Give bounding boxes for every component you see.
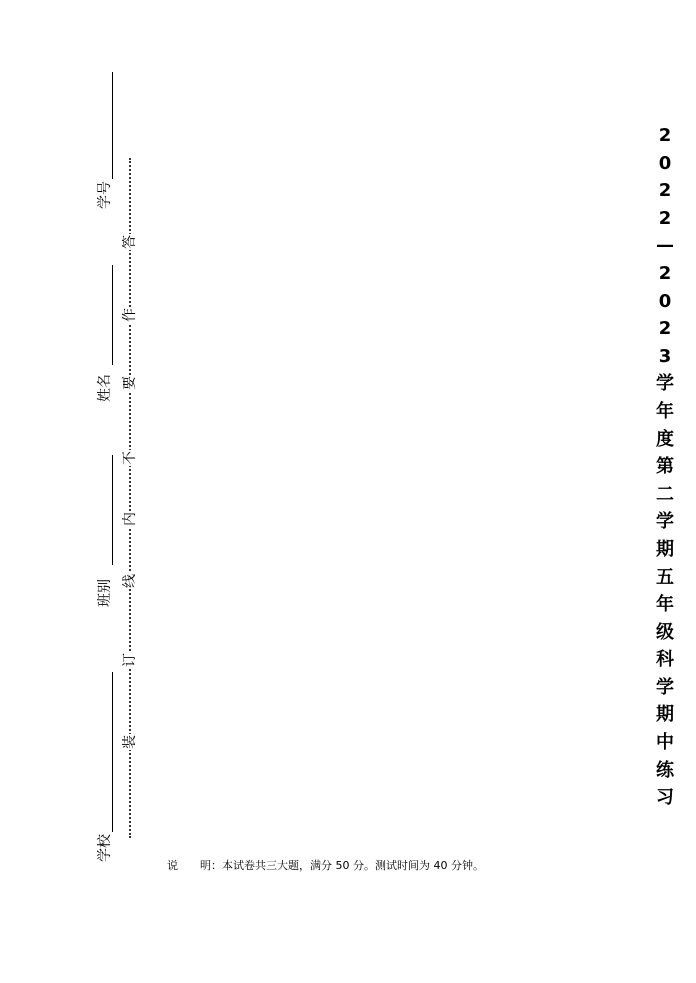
name-label: 姓名 [97, 374, 113, 402]
title-char: 习 [656, 787, 674, 809]
title-char: 0 [658, 152, 672, 174]
seal-char: 要 [122, 376, 138, 390]
seal-char: 内 [122, 512, 138, 526]
title-char: 期 [656, 538, 674, 560]
title-char: 中 [656, 732, 674, 754]
instructions-note [167, 857, 484, 873]
title-char: 年 [656, 594, 674, 616]
title-char: 科 [656, 649, 674, 671]
seal-char: 订 [122, 653, 138, 667]
seal-char: 装 [122, 735, 138, 749]
title-char: 学 [656, 676, 674, 698]
instructions-text: 明：本试卷共三大题，满分 50 分。测试时间为 40 分钟。 [200, 859, 484, 872]
title-char: 二 [656, 483, 674, 505]
school-line[interactable] [112, 672, 113, 832]
school-label: 学校 [97, 834, 113, 862]
name-line[interactable] [112, 265, 113, 365]
title-char: 2 [658, 262, 672, 284]
title-char: 第 [656, 456, 674, 478]
title-char: 3 [658, 345, 672, 367]
seal-char: 不 [122, 451, 138, 465]
seal-char: 线 [122, 574, 138, 588]
title-char: 级 [656, 621, 674, 643]
title-char: 2 [658, 318, 672, 340]
exam-title-vertical [648, 122, 682, 812]
title-char: 期 [656, 704, 674, 726]
title-char: 学 [656, 373, 674, 395]
title-char: 练 [656, 759, 674, 781]
title-char: 度 [656, 428, 674, 450]
class-line[interactable] [112, 455, 113, 565]
title-char: 年 [656, 400, 674, 422]
title-char: 2 [658, 207, 672, 229]
student-no-label: 学号 [97, 181, 113, 209]
title-char: 2 [658, 125, 672, 146]
seal-char: 作 [122, 308, 138, 322]
student-no-line[interactable] [112, 72, 113, 179]
title-char: — [656, 235, 674, 257]
title-char: 五 [656, 566, 674, 588]
title-char: 0 [658, 290, 672, 312]
class-label: 班别 [97, 579, 113, 607]
title-char: 2 [658, 180, 672, 202]
instructions-lead: 说 [167, 859, 178, 872]
seal-char: 答 [122, 235, 138, 249]
title-char: 学 [656, 511, 674, 533]
